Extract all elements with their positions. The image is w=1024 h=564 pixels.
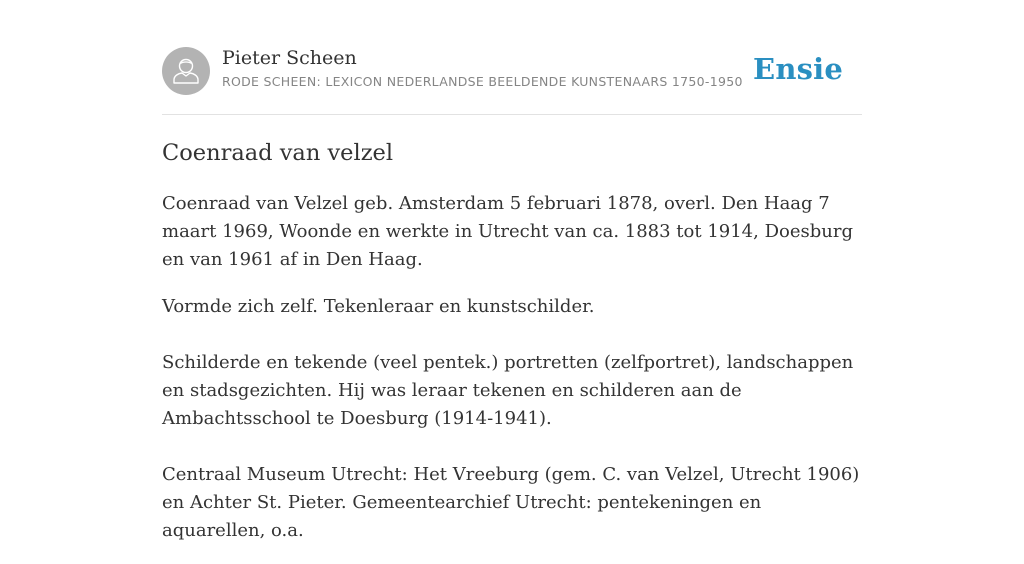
user-icon xyxy=(162,47,210,95)
article-header xyxy=(162,46,862,115)
ensie-logo[interactable]: Ensie xyxy=(753,52,843,86)
source-title[interactable]: RODE SCHEEN: LEXICON NEDERLANDSE BEELDENDE KUNSTENAARS 1750-1950 xyxy=(222,74,743,89)
article-title: Coenraad van velzel xyxy=(162,140,394,166)
author-name[interactable]: Pieter Scheen xyxy=(222,47,357,69)
body-paragraph: Vormde zich zelf. Tekenleraar en kunstschilder. xyxy=(162,296,595,317)
author-avatar[interactable] xyxy=(162,47,210,95)
body-paragraph: Coenraad van Velzel geb. Amsterdam 5 februari 1878, overl. Den Haag 7 maart 1969, Woonde en werkte in Utrecht van ca. 1883 tot 1914, Doesburg en van 1961 af in Den Haag. xyxy=(162,193,853,270)
article-body xyxy=(162,190,862,564)
body-paragraph: Schilderde en tekende (veel pentek.) portretten (zelfportret), landschappen en stadsgezichten. Hij was leraar tekenen en schilderen aan de Ambachtsschool te Doesburg (1914-1941). xyxy=(162,352,854,429)
body-paragraph: Centraal Museum Utrecht: Het Vreeburg (gem. C. van Velzel, Utrecht 1906) en Achter St. Pieter. Gemeentearchief Utrecht: pentekeningen en aquarellen, o.a. xyxy=(162,464,860,541)
